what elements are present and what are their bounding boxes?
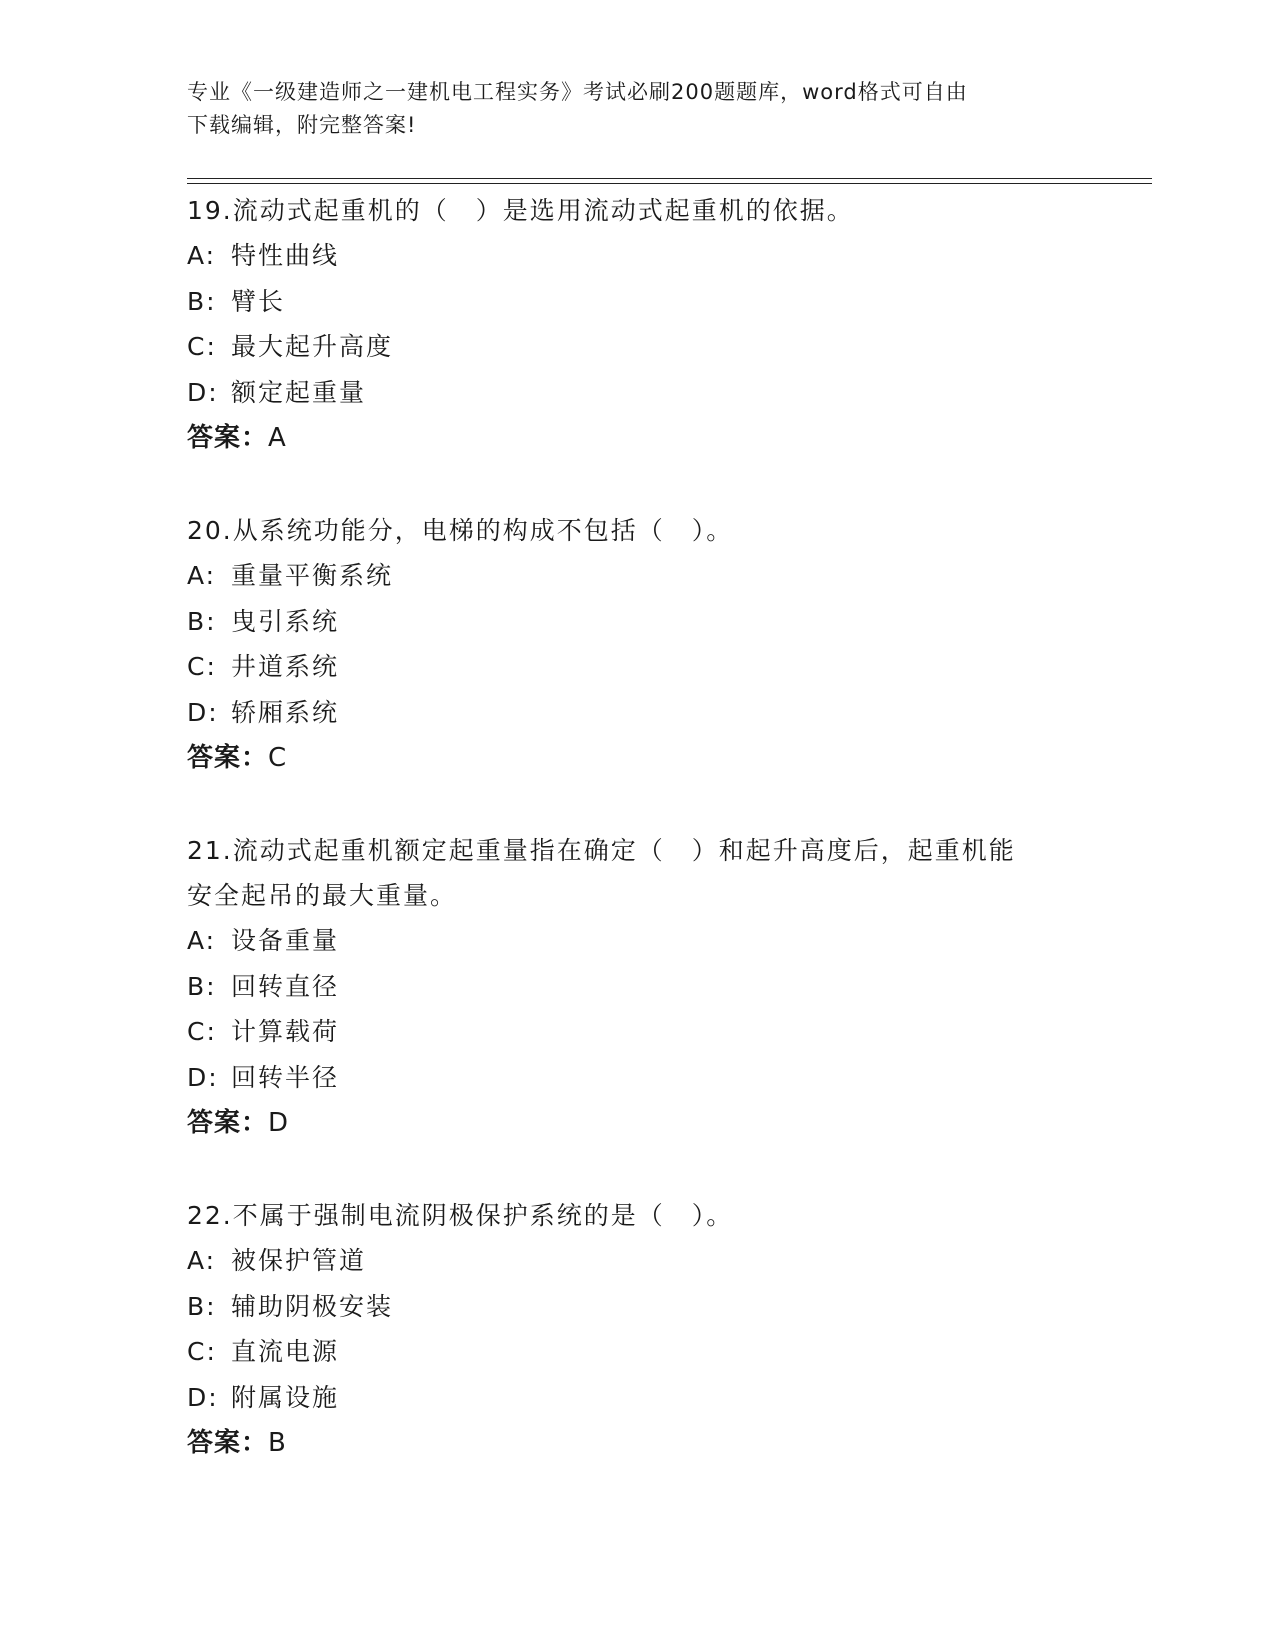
option-c [187,324,1087,370]
option-letter: C: [187,332,217,361]
question-stem: 22.不属于强制电流阴极保护系统的是（ ）。 [187,1201,734,1230]
option-a [187,918,1087,964]
option-letter: A: [187,241,217,270]
option-letter: B: [187,1291,217,1321]
option-a [187,1238,1087,1284]
question-block [187,508,1087,781]
answer-value: B [268,1428,287,1458]
option-letter: C: [187,652,217,681]
answer-line [187,1420,1087,1466]
option-b [187,964,1087,1010]
option-d [187,690,1087,736]
option-text: 直流电源 [231,1337,340,1366]
option-letter: A: [187,926,217,955]
answer-value: D [268,1108,290,1138]
question-stem: 21.流动式起重机额定起重量指在确定（ ）和起升高度后，起重机能 [187,836,1016,865]
question-stem: 19.流动式起重机的（ ）是选用流动式起重机的依据。 [187,196,854,225]
option-b [187,279,1087,325]
option-letter: B: [187,971,217,1001]
option-letter: D: [187,697,219,727]
option-b [187,599,1087,645]
answer-line [187,735,1087,781]
option-text: 井道系统 [231,652,340,681]
option-a [187,233,1087,279]
option-text: 臂长 [231,286,286,316]
option-letter: A: [187,561,217,590]
option-text: 回转直径 [231,971,340,1001]
option-c [187,644,1087,690]
option-text: 回转半径 [231,1062,340,1092]
question-block [187,1193,1087,1466]
option-d [187,1055,1087,1101]
option-letter: D: [187,1062,219,1092]
answer-label: 答案： [187,1428,269,1458]
header-line-1: 专业《一级建造师之一建机电工程实务》考试必刷200题题库，word格式可自由 [187,80,968,104]
option-d [187,1375,1087,1421]
answer-label: 答案： [187,743,269,773]
document-header [187,76,1067,142]
answer-line [187,1100,1087,1146]
answer-label: 答案： [187,1108,269,1138]
option-letter: A: [187,1246,217,1275]
option-letter: D: [187,377,219,407]
answer-label: 答案： [187,423,269,453]
answer-value: A [268,423,287,453]
option-a [187,553,1087,599]
answer-value: C [268,743,288,773]
question-stem-continued: 安全起吊的最大重量。 [187,881,458,910]
option-b [187,1284,1087,1330]
option-text: 设备重量 [231,926,340,955]
option-text: 特性曲线 [231,241,340,270]
header-line-2: 下载编辑，附完整答案! [187,113,417,137]
option-text: 被保护管道 [231,1246,367,1275]
option-text: 重量平衡系统 [231,561,394,590]
question-block [187,828,1087,1146]
option-c [187,1009,1087,1055]
header-rule-bottom [187,183,1152,184]
header-rule-top [187,178,1152,179]
option-text: 附属设施 [231,1382,340,1412]
option-letter: B: [187,286,217,316]
question-stem: 20.从系统功能分，电梯的构成不包括（ ）。 [187,516,734,545]
option-letter: B: [187,606,217,636]
option-letter: C: [187,1337,217,1366]
option-text: 轿厢系统 [231,697,340,727]
answer-line [187,415,1087,461]
option-c [187,1329,1087,1375]
option-text: 最大起升高度 [231,332,394,361]
option-text: 计算载荷 [231,1017,340,1046]
option-letter: D: [187,1382,219,1412]
option-letter: C: [187,1017,217,1046]
option-d [187,370,1087,416]
option-text: 曳引系统 [231,606,340,636]
option-text: 额定起重量 [231,377,367,407]
question-block [187,188,1087,461]
option-text: 辅助阴极安装 [231,1291,394,1321]
